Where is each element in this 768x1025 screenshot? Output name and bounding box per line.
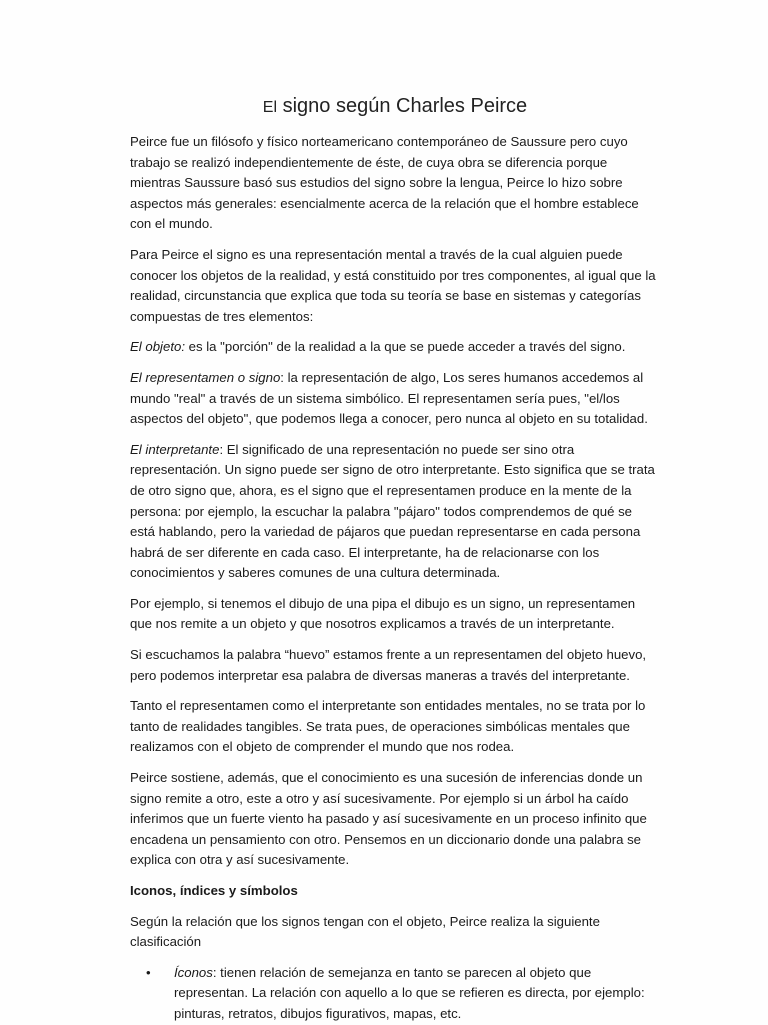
paragraph-text: Si escuchamos la palabra “huevo” estamos frente a un representamen del objeto huevo, pero podemos interpretar esa palabra de diversas maneras a través del interpretante.: [130, 647, 647, 683]
paragraph-text: Peirce fue un filósofo y físico norteamericano contemporáneo de Saussure pero cuyo trabajo se realizó independientemente de éste, de cuya obra se diferencia porque mientras Saussure basó sus estudios del signo sobre la lengua, Peirce lo hizo sobre aspectos más generales: esencialmente acerca de la relación que el hombre establece con el mundo.: [130, 134, 639, 232]
paragraph-text: es la "porción" de la realidad a la que se puede acceder a través del signo.: [185, 339, 626, 355]
paragraph-representamen: [130, 368, 660, 430]
paragraph-text: : El significado de una representación no puede ser sino otra representación. Un signo puede ser signo de otro interpretante. Esto significa que se trata de otro signo que, ahora, es el signo que el representamen produce en la mente de la persona: por ejemplo, la escuchar la palabra "pájaro" todos comprendemos de qué se está hablando, pero la variedad de pájaros que puedan representarse en cada persona habrá de ser diferente en cada caso. El interpretante, ha de relacionarse con los conocimientos y saberes comunes de una cultura determinada.: [130, 441, 655, 581]
bullet-list: [130, 963, 660, 1025]
term-iconos: Íconos: [174, 964, 213, 980]
paragraph-objeto: [130, 337, 660, 358]
list-item: [146, 963, 660, 1025]
paragraph-pipa-example: [130, 594, 660, 635]
document-body: [130, 92, 660, 1025]
paragraph-text: Para Peirce el signo es una representación mental a través de la cual alguien puede conocer los objetos de la realidad, y está constituido por tres componentes, al igual que la realidad, circunstancia que explica que toda su teoría se base en sistemas y categorías compuestas de tres elementos:: [130, 246, 656, 324]
document-title: [130, 92, 660, 122]
term-representamen: El representamen o signo: [130, 369, 281, 385]
title-part-2: signo según Charles Peirce: [282, 95, 528, 117]
paragraph-text: : la representación de algo, Los seres humanos accedemos al mundo "real" a través de un sistema simbólico. El representamen sería pues, "el/los aspectos del objeto", que podemos llega a conocer, pero nunca al objeto en su totalidad.: [130, 369, 648, 427]
term-objeto: El objeto:: [130, 339, 185, 355]
section-intro: Según la relación que los signos tengan con el objeto, Peirce realiza la siguiente clasificación: [130, 913, 600, 950]
bullet-marker: •: [146, 964, 151, 980]
paragraph-text: Tanto el representamen como el interpretante son entidades mentales, no se trata por lo tanto de realidades tangibles. Se trata pues, de operaciones simbólicas mentales que realizamos con el objeto de comprender el mundo que nos rodea.: [130, 698, 646, 755]
section-heading: Iconos, índices y símbolos: [130, 883, 298, 898]
term-interpretante: El interpretante: [130, 441, 220, 457]
paragraph-intro: [130, 132, 660, 235]
paragraph-text: Peirce sostiene, además, que el conocimiento es una sucesión de inferencias donde un signo remite a otro, este a otro y así sucesivamente. Por ejemplo si un árbol ha caído inferimos que un fuerte viento ha pasado y así sucesivamente en un proceso infinito que encadena un pensamiento con otro. Pensemos en un diccionario donde una palabra se explica con otra y así sucesivamente.: [130, 770, 647, 868]
paragraph-inferences: [130, 768, 660, 871]
title-part-1: El: [262, 99, 278, 116]
list-item-text: : tienen relación de semejanza en tanto se parecen al objeto que representan. La relación con aquello a lo que se refieren es directa, por ejemplo: pinturas, retratos, dibujos figurativos, mapas, etc.: [174, 964, 645, 1021]
paragraph-mental-entities: [130, 696, 660, 758]
paragraph-text: Por ejemplo, si tenemos el dibujo de una pipa el dibujo es un signo, un representamen que nos remite a un objeto y que nosotros explicamos a través de un interpretante.: [130, 595, 636, 632]
paragraph-huevo-example: [130, 645, 660, 686]
paragraph-definition: [130, 245, 660, 327]
paragraph-interpretante: [130, 440, 660, 584]
